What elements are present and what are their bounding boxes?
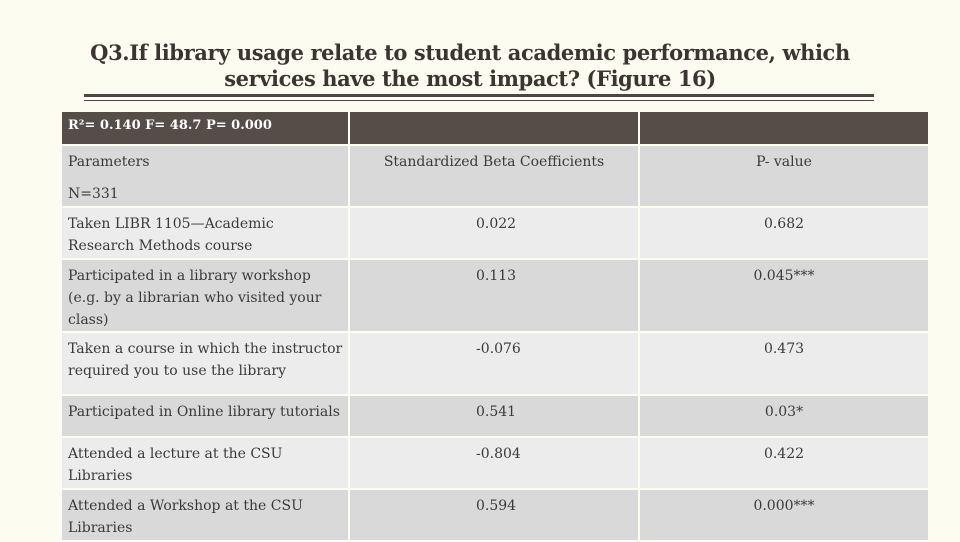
parameter-cell: Attended a lecture at the CSU Libraries xyxy=(61,437,349,489)
beta-cell: -0.076 xyxy=(349,332,639,395)
header-bar-cell-2 xyxy=(349,111,639,145)
table-row xyxy=(61,332,929,395)
table-row xyxy=(61,489,929,541)
parameters-header: Parameters xyxy=(68,154,150,170)
pvalue-cell: 0.03* xyxy=(639,395,929,437)
pvalue-cell: 0.682 xyxy=(639,207,929,259)
beta-header: Standardized Beta Coefficients xyxy=(349,145,639,207)
beta-cell: -0.804 xyxy=(349,437,639,489)
parameter-cell: Taken LIBR 1105—Academic Research Methods course xyxy=(61,207,349,259)
pvalue-cell: 0.045*** xyxy=(639,259,929,332)
title-rule-thick xyxy=(84,94,874,97)
header-bar-cell-3 xyxy=(639,111,929,145)
table-row xyxy=(61,437,929,489)
parameter-cell: Participated in a library workshop (e.g. by a librarian who visited your class) xyxy=(61,259,349,332)
parameter-cell: Taken a course in which the instructor required you to use the library xyxy=(61,332,349,395)
parameter-cell: Participated in Online library tutorials xyxy=(61,395,349,437)
table-row xyxy=(61,259,929,332)
table-header-bar xyxy=(61,111,929,145)
pvalue-header: P- value xyxy=(639,145,929,207)
pvalue-cell: 0.473 xyxy=(639,332,929,395)
title-line-2: services have the most impact? (Figure 16) xyxy=(224,66,716,91)
column-header-row xyxy=(61,145,929,207)
title-line-1: Q3.If library usage relate to student academic performance, which xyxy=(90,40,850,65)
title-rule-thin xyxy=(84,100,874,101)
beta-cell: 0.022 xyxy=(349,207,639,259)
pvalue-cell: 0.000*** xyxy=(639,489,929,541)
beta-cell: 0.541 xyxy=(349,395,639,437)
sample-size: N=331 xyxy=(68,186,119,202)
beta-cell: 0.113 xyxy=(349,259,639,332)
parameter-cell: Attended a Workshop at the CSU Libraries xyxy=(61,489,349,541)
regression-table xyxy=(60,110,930,542)
slide-title xyxy=(0,40,940,92)
pvalue-cell: 0.422 xyxy=(639,437,929,489)
beta-cell: 0.594 xyxy=(349,489,639,541)
table-row xyxy=(61,395,929,437)
model-stats: R²= 0.140 F= 48.7 P= 0.000 xyxy=(61,111,349,145)
parameters-header-cell xyxy=(61,145,349,207)
table-row xyxy=(61,207,929,259)
